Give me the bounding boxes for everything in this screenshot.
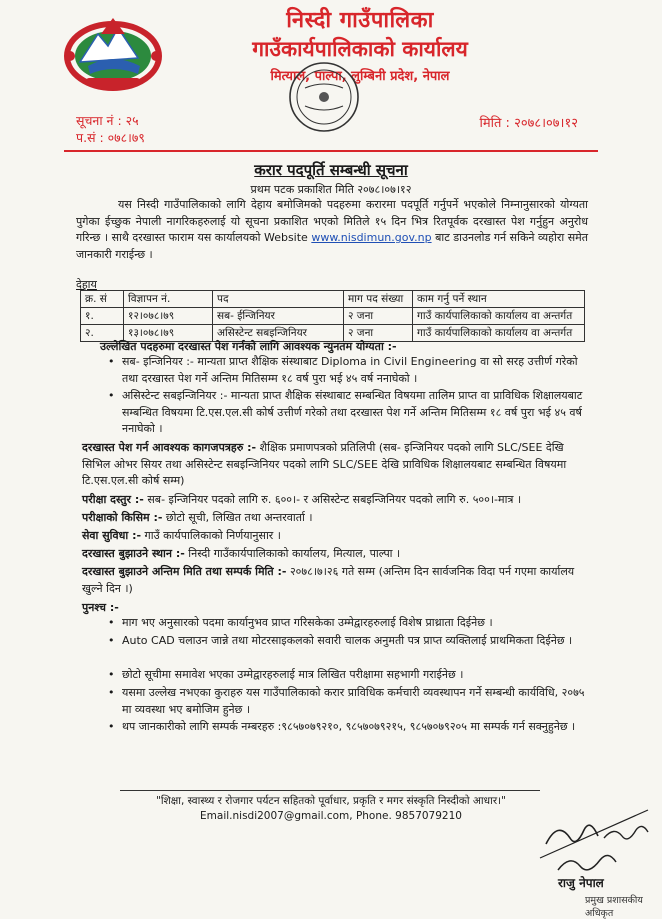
- intro-paragraph: [76, 197, 588, 263]
- qualification-item: • सब- इन्जिनियर :- मान्यता प्राप्त शैक्षिक संस्थाबाट Diploma in Civil Engineering वा सो सरह उत्तीर्ण गरेको तथा दरखास्त पेश गर्ने अन्तिम मितिसम्म १८ वर्ष पुरा भई ४५ वर्ष ननाघेको ।: [122, 354, 586, 387]
- documents-label: दरखास्त पेश गर्न आवश्यक कागजपत्रहरु :-: [82, 441, 257, 454]
- table-cell: १३।०७८।७९: [124, 325, 213, 342]
- exam-type-text: छोटो सूची, लिखित तथा अन्तरवार्ता ।: [162, 511, 313, 524]
- fee-paragraph: [82, 492, 588, 509]
- emblem-icon: [58, 12, 168, 92]
- table-cell: २ जना: [344, 308, 413, 325]
- table-header-row: [81, 291, 585, 308]
- table-header: काम गर्नु पर्ने स्थान: [413, 291, 585, 308]
- place-label: दरखास्त बुझाउने स्थान :-: [82, 547, 185, 560]
- posts-table: [80, 290, 585, 342]
- table-row: [81, 308, 585, 325]
- table-header: विज्ञापन नं.: [124, 291, 213, 308]
- reference-block: [76, 112, 145, 146]
- header-title: निस्दी गाउँपालिका: [286, 8, 434, 33]
- place-paragraph: [82, 546, 588, 563]
- documents-paragraph: [82, 440, 588, 490]
- table-cell: गाउँ कार्यपालिकाको कार्यालय वा अन्तर्गत: [413, 308, 585, 325]
- header-address: मित्याल, पाल्पा, लुम्बिनी प्रदेश, नेपाल: [270, 69, 450, 84]
- dehaay-label: देहाय: [76, 278, 97, 291]
- place-text: निस्दी गाउँकार्यपालिकाको कार्यालय, मित्याल, पाल्पा ।: [184, 547, 401, 560]
- note-item: • यसमा उल्लेख नभएका कुराहरु यस गाउँपालिकाको करार प्राविधिक कर्मचारी व्यवस्थापन गर्ने सम्बन्धी कार्यविधि, २०७५ मा व्यवस्था भए बमोजिम हुनेछ ।: [122, 685, 586, 718]
- table-cell: १२।०७८।७९: [124, 308, 213, 325]
- footer-contact: Email.nisdi2007@gmail.com, Phone. 9857079210: [200, 810, 462, 822]
- deadline-paragraph: [82, 564, 588, 597]
- signer-title: प्रमुख प्रशासकीय अधिकृत: [585, 895, 643, 919]
- documents-text: शैक्षिक प्रमाणपत्रको प्रतिलिपी (सब- इन्जिनियर पदको लागि SLC/SEE देखि सिभिल ओभर सियर तथा असिस्टेन्ट सबइन्जिनियर पदको लागि SLC/SEE देखि प्राविधिक शिक्षालयबाट सम्बन्धित विषयमा टि.एस.एल.सी कोर्ष सम्म): [82, 441, 567, 487]
- note-item: • माग भए अनुसारको पदमा कार्यानुभव प्राप्त गरिसकेका उम्मेद्वारहरुलाई विशेष प्राथ्राता दिईनेछ ।: [122, 615, 586, 632]
- fee-label: परीक्षा दस्तुर :-: [82, 493, 144, 506]
- footer-divider: [120, 790, 540, 791]
- note-item: • Auto CAD चलाउन जान्ने तथा मोटरसाइकलको सवारी चालक अनुमती पत्र प्राप्त व्यक्तिलाई प्राथमिकता दिईनेछ ।: [122, 633, 586, 650]
- table-cell: असिस्टेन्ट सबइन्जिनियर: [213, 325, 344, 342]
- intro-text: यस निस्दी गाउँपालिकाको लागि देहाय बमोजिमको पदहरुमा करारमा पदपूर्ति गर्नुपर्ने भएकोले निम्नानुसारको योग्यता पुगेका ईच्छुक नेपाली नागरिकहरुलाई यो सूचना प्रकाशित भएको मितिले १५ दिन भित्र रितपूर्वक दरखास्त पेश गर्नुहुन अनुरोध गरिन्छ । साथै दरखास्त फाराम यस कार्यालयको Website: [76, 198, 588, 244]
- note-item: • थप जानकारीको लागि सम्पर्क नम्बरहरु :९८५७०७९२१०, ९८५७०७९२१५, ९८५७०७९२०५ मा सम्पर्क गर्न सक्नुहुनेछ ।: [122, 719, 586, 736]
- table-cell: १.: [81, 308, 124, 325]
- website-link[interactable]: www.nisdimun.gov.np: [311, 231, 432, 244]
- postscript-label: पुनश्च :-: [82, 601, 119, 614]
- fee-text: सब- इन्जिनियर पदको लागि रु. ६००।- र असिस्टेन्ट सबइन्जिनियर पदको लागि रु. ५००।-मात्र ।: [143, 493, 522, 506]
- table-header: क्र. सं: [81, 291, 124, 308]
- facility-text: गाउँ कार्यपालिकाको निर्णयानुसार ।: [141, 529, 281, 542]
- header-subtitle: गाउँकार्यपालिकाको कार्यालय: [252, 37, 468, 61]
- signer-name: राजु नेपाल: [558, 876, 604, 890]
- deadline-label: दरखास्त बुझाउने अन्तिम मिति तथा सम्पर्क मिति :-: [82, 565, 287, 578]
- exam-type-paragraph: [82, 510, 588, 527]
- intro-tail: बाट डाउनलोड गर्न सकिने व्यहोरा समेत जानकारी गराईन्छ ।: [76, 231, 589, 261]
- qualifications-heading: उल्लेखित पदहरुमा दरखास्त पेश गर्नको लागि आवश्यक न्युनतम योग्यता :-: [100, 340, 397, 353]
- notice-subtitle: प्रथम पटक प्रकाशित मिति २०७८।०७।१२: [250, 183, 412, 196]
- notice-number: सूचना नं : २५: [76, 113, 139, 128]
- notice-date: मिति : २०७८।०७।१२: [479, 116, 578, 131]
- table-header: पद: [213, 291, 344, 308]
- table-cell: २.: [81, 325, 124, 342]
- notice-title: करार पदपूर्ति सम्बन्धी सूचना: [254, 161, 408, 179]
- header-divider: [64, 150, 598, 152]
- facility-paragraph: [82, 528, 588, 545]
- table-cell: गाउँ कार्यपालिकाको कार्यालय वा अन्तर्गत: [413, 325, 585, 342]
- exam-type-label: परीक्षाको किसिम :-: [82, 511, 163, 524]
- footer-slogan: "शिक्षा, स्वास्थ्य र रोजगार पर्यटन सहितको पूर्वाधार, प्रकृति र मगर संस्कृति निस्दीको आधार।": [156, 795, 506, 807]
- note-item: • छोटो सूचीमा समावेश भएका उम्मेद्वारहरुलाई मात्र लिखित परीक्षामा सहभागी गराईनेछ ।: [122, 667, 586, 684]
- deadline-text: २०७८।७।२६ गते सम्म (अन्तिम दिन सार्वजनिक विदा पर्न गएमा कार्यालय खुल्ने दिन ।): [82, 565, 575, 595]
- office-stamp-icon: [285, 58, 363, 136]
- ps-number: प.सं : ०७८।७९: [76, 130, 145, 145]
- facility-label: सेवा सुविधा :-: [82, 529, 142, 542]
- table-header: माग पद संख्या: [344, 291, 413, 308]
- table-cell: सब- ईन्जिनियर: [213, 308, 344, 325]
- qualification-item: • असिस्टेन्ट सबइन्जिनियर :- मान्यता प्राप्त शैक्षिक संस्थाबाट सम्बन्धित विषयमा तालिम प्राप्त वा प्राविधिक शिक्षालयबाट सम्बन्धित विषयमा टि.एस.एल.सी कोर्ष उत्तीर्ण गरेको तथा दरखास्त पेश गर्ने अन्तिम मितिसम्म १८ वर्ष पुरा भई ४५ वर्ष ननाघेको ।: [122, 388, 586, 438]
- table-cell: २ जना: [344, 325, 413, 342]
